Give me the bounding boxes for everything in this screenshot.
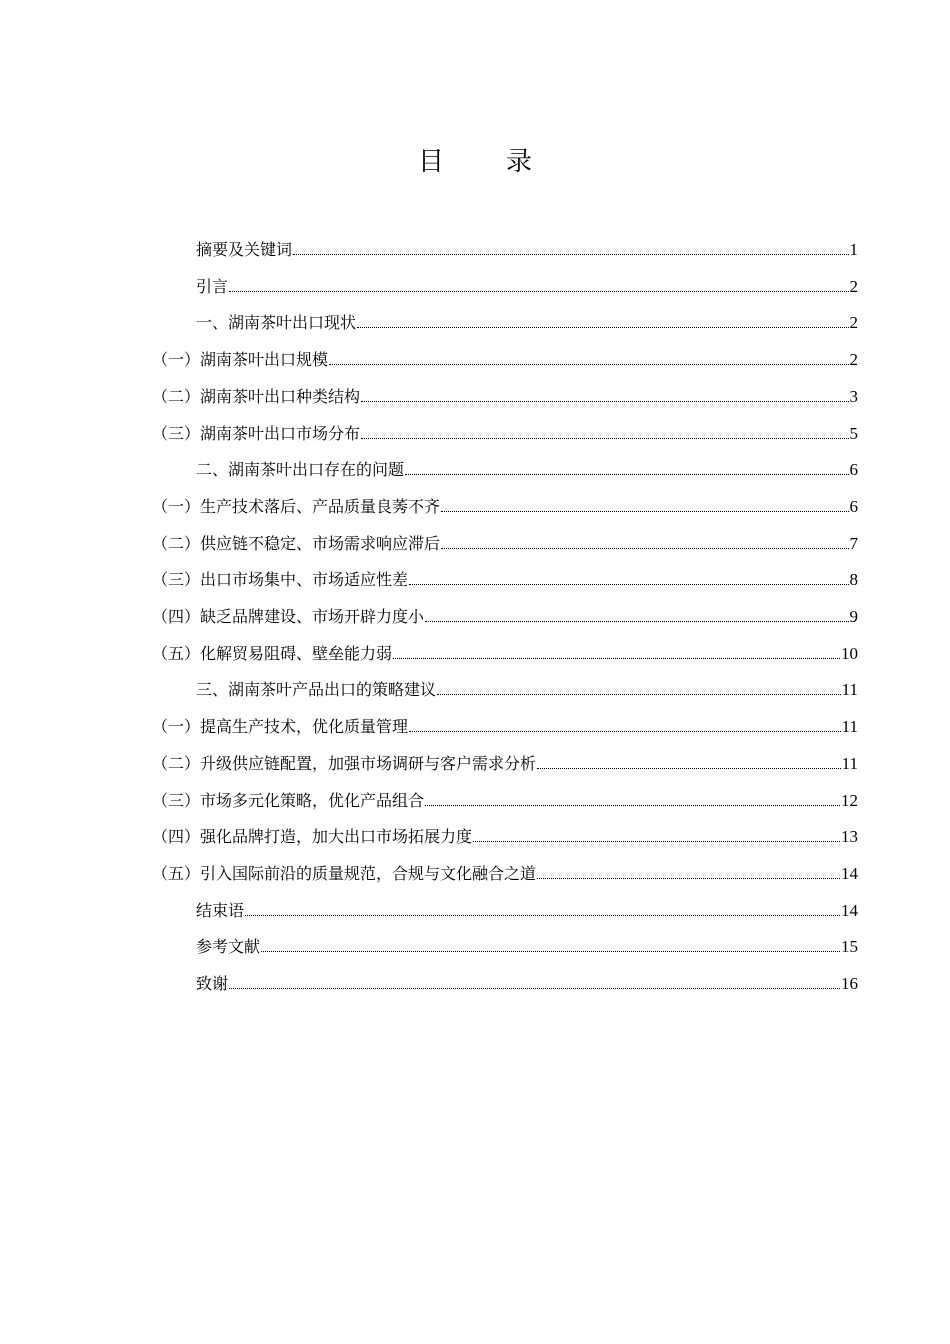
toc-dot-leader bbox=[405, 474, 848, 475]
toc-dot-leader bbox=[425, 805, 840, 806]
toc-entry-page-number: 5 bbox=[849, 423, 858, 443]
toc-entry-page-number: 9 bbox=[849, 607, 858, 626]
toc-entry[interactable] bbox=[152, 490, 858, 518]
toc-entry-page-number: 12 bbox=[841, 790, 858, 810]
toc-entry-label: （五）引入国际前沿的质量规范，合规与文化融合之道 bbox=[152, 863, 537, 883]
toc-dot-leader bbox=[537, 878, 840, 879]
toc-dot-leader bbox=[261, 951, 840, 952]
toc-entry[interactable] bbox=[152, 784, 858, 812]
toc-entry[interactable] bbox=[196, 306, 858, 334]
toc-dot-leader bbox=[537, 768, 841, 769]
toc-entry-label: （二）供应链不稳定、市场需求响应滞后 bbox=[152, 533, 441, 553]
toc-dot-leader bbox=[357, 327, 848, 328]
toc-dot-leader bbox=[293, 254, 848, 255]
toc-dot-leader bbox=[393, 658, 840, 659]
toc-dot-leader bbox=[361, 401, 848, 402]
toc-entry-label: 三、湖南茶叶产品出口的策略建议 bbox=[196, 680, 437, 700]
toc-entry-page-number: 2 bbox=[849, 313, 858, 333]
toc-entry-page-number: 2 bbox=[849, 276, 858, 296]
toc-entry[interactable] bbox=[152, 343, 858, 371]
toc-entry-label: （三）市场多元化策略，优化产品组合 bbox=[152, 790, 425, 810]
toc-entry-page-number: 14 bbox=[841, 863, 858, 883]
toc-entry[interactable] bbox=[196, 673, 858, 701]
toc-entry-label: （一）提高生产技术，优化质量管理 bbox=[152, 717, 409, 737]
toc-entry-label: 参考文献 bbox=[196, 937, 261, 957]
toc-entry[interactable] bbox=[152, 527, 858, 555]
toc-entry-page-number: 11 bbox=[841, 717, 858, 737]
toc-entry[interactable] bbox=[152, 637, 858, 665]
toc-entry[interactable] bbox=[196, 270, 858, 298]
toc-dot-leader bbox=[229, 291, 848, 292]
toc-entry[interactable] bbox=[152, 857, 858, 885]
toc-entry-label: （一）湖南茶叶出口规模 bbox=[152, 350, 329, 370]
toc-entry-page-number: 13 bbox=[841, 827, 858, 847]
toc-entry-page-number: 10 bbox=[841, 643, 858, 663]
toc-entry[interactable] bbox=[196, 453, 858, 481]
toc-dot-leader bbox=[329, 364, 848, 365]
toc-entry-label: （二）湖南茶叶出口种类结构 bbox=[152, 386, 361, 406]
toc-entry-label: 致谢 bbox=[196, 974, 229, 993]
toc-dot-leader bbox=[441, 548, 848, 549]
toc-entry-label: （四）强化品牌打造，加大出口市场拓展力度 bbox=[152, 827, 473, 847]
toc-entry-page-number: 2 bbox=[849, 350, 858, 370]
toc-entry-label: 二、湖南茶叶出口存在的问题 bbox=[196, 460, 405, 480]
toc-entry[interactable] bbox=[152, 380, 858, 408]
toc-entry[interactable] bbox=[152, 820, 858, 848]
toc-entry[interactable] bbox=[196, 930, 858, 958]
toc-entry[interactable] bbox=[196, 967, 858, 995]
toc-entry-label: （四）缺乏品牌建设、市场开辟力度小 bbox=[152, 607, 425, 626]
toc-entry-page-number: 11 bbox=[841, 680, 858, 700]
toc-entry[interactable] bbox=[196, 233, 858, 261]
toc-entry-label: （三）湖南茶叶出口市场分布 bbox=[152, 423, 361, 443]
toc-entry-page-number: 6 bbox=[849, 460, 858, 480]
toc-dot-leader bbox=[425, 621, 848, 622]
toc-dot-leader bbox=[409, 731, 841, 732]
toc-entry-page-number: 14 bbox=[841, 900, 858, 920]
toc-entry[interactable] bbox=[152, 710, 858, 738]
toc-entry-page-number: 8 bbox=[849, 570, 858, 590]
toc-dot-leader bbox=[473, 841, 840, 842]
toc-entry-label: （五）化解贸易阻碍、壁垒能力弱 bbox=[152, 643, 393, 663]
toc-entry-page-number: 6 bbox=[849, 496, 858, 516]
toc-entry-page-number: 16 bbox=[841, 974, 858, 993]
toc-dot-leader bbox=[361, 438, 848, 439]
toc-entry[interactable] bbox=[152, 417, 858, 445]
toc-dot-leader bbox=[441, 511, 848, 512]
toc-entry-label: 摘要及关键词 bbox=[196, 240, 293, 259]
toc-entry-label: 一、湖南茶叶出口现状 bbox=[196, 313, 357, 333]
toc-title bbox=[0, 140, 950, 184]
toc-entry[interactable] bbox=[152, 600, 858, 628]
toc-dot-leader bbox=[229, 988, 840, 989]
toc-title-char: 录 bbox=[506, 147, 533, 177]
toc-dot-leader bbox=[409, 584, 848, 585]
toc-entry-label: （二）升级供应链配置，加强市场调研与客户需求分析 bbox=[152, 753, 537, 773]
toc-entry-label: 结束语 bbox=[196, 900, 245, 920]
toc-entry-label: （一）生产技术落后、产品质量良莠不齐 bbox=[152, 496, 441, 516]
toc-entry-page-number: 1 bbox=[849, 240, 858, 259]
toc-dot-leader bbox=[245, 915, 840, 916]
toc-entry-label: 引言 bbox=[196, 276, 229, 296]
toc-entry-page-number: 3 bbox=[849, 386, 858, 406]
toc-entry[interactable] bbox=[196, 894, 858, 922]
toc-title-char: 目 bbox=[417, 147, 444, 177]
toc-entry-label: （三）出口市场集中、市场适应性差 bbox=[152, 570, 409, 590]
toc-entry-page-number: 11 bbox=[841, 753, 858, 773]
toc-dot-leader bbox=[437, 694, 841, 695]
toc-entry-page-number: 7 bbox=[849, 533, 858, 553]
toc-entry[interactable] bbox=[152, 747, 858, 775]
toc-entry-page-number: 15 bbox=[841, 937, 858, 957]
toc-entry[interactable] bbox=[152, 563, 858, 591]
